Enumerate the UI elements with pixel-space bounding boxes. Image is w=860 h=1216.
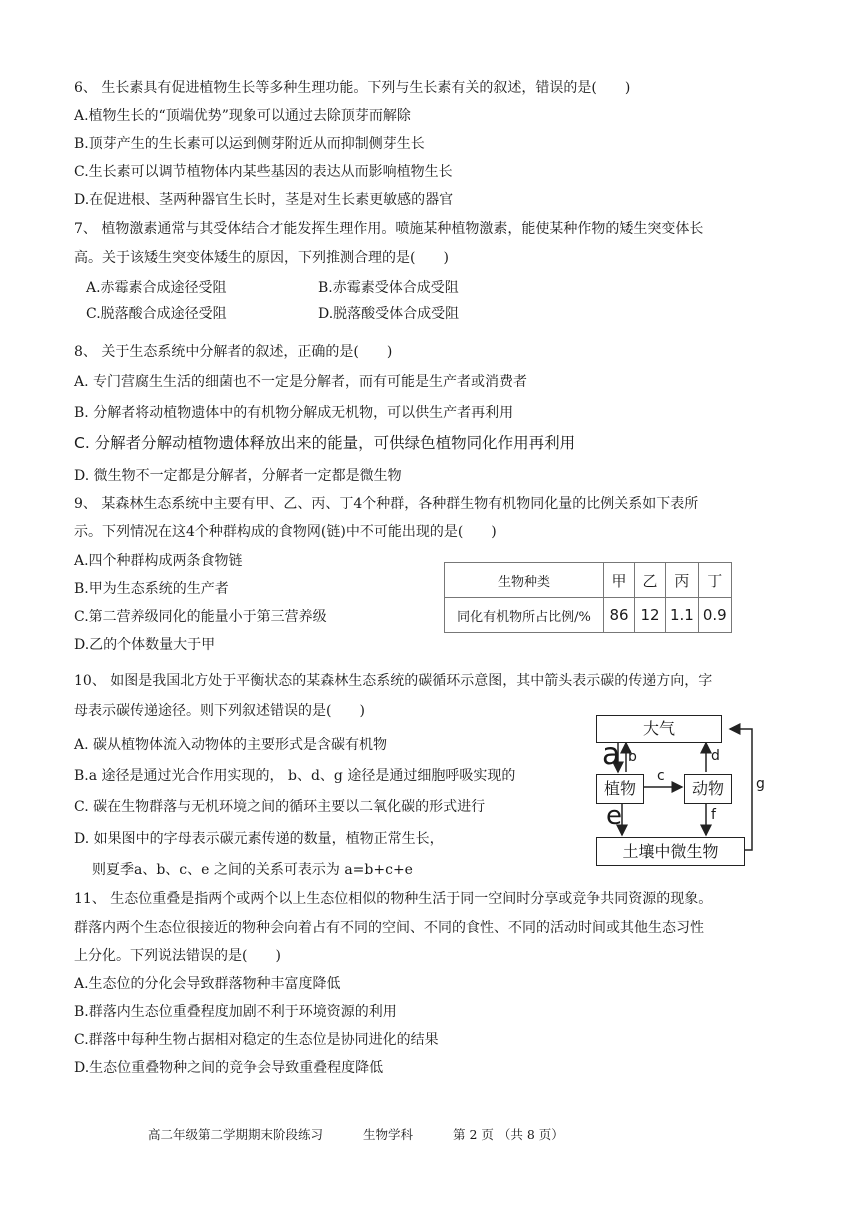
- q11-option-d: D.生态位重叠物种之间的竞争会导致重叠程度降低: [74, 1060, 384, 1076]
- table-species-yi: 乙: [635, 563, 666, 598]
- q11-stem-line2: 群落内两个生态位很接近的物种会向着占有不同的空间、不同的食性、不同的活动时间或其他生态习性: [74, 920, 704, 936]
- q8-option-a: A. 专门营腐生生活的细菌也不一定是分解者，而有可能是生产者或消费者: [74, 374, 528, 390]
- q7-option-c: C.脱落酸合成途径受阻: [86, 306, 227, 322]
- table-species-jia: 甲: [604, 563, 635, 598]
- q9-data-table: [444, 562, 732, 633]
- q7-stem-line2: 高。关于该矮生突变体矮生的原因，下列推测合理的是( ): [74, 250, 449, 266]
- table-species-ding: 丁: [698, 563, 731, 598]
- q9-option-d: D.乙的个体数量大于甲: [74, 637, 216, 653]
- q9-option-a: A.四个种群构成两条食物链: [74, 553, 243, 569]
- q6-option-b: B.顶芽产生的生长素可以运到侧芽附近从而抑制侧芽生长: [74, 136, 425, 152]
- q11-stem-line1: 11、 生态位重叠是指两个或两个以上生态位相似的物种生活于同一空间时分享或竞争共同资源的现象。: [74, 891, 713, 907]
- page-footer: [148, 1125, 564, 1143]
- q10-option-d-continued: 则夏季a、b、c、e 之间的关系可表示为 a=b+c+e: [92, 862, 413, 878]
- footer-page-number: 第 2 页 （共 8 页）: [453, 1127, 564, 1142]
- table-value-bing: 1.1: [666, 598, 699, 633]
- table-header-label: 生物种类: [445, 563, 604, 598]
- q10-stem-line1: 10、 如图是我国北方处于平衡状态的某森林生态系统的碳循环示意图，其中箭头表示碳的传递方向，字: [74, 673, 713, 689]
- q6-option-c: C.生长素可以调节植物体内某些基因的表达从而影响植物生长: [74, 164, 453, 180]
- q10-stem-line2: 母表示碳传递途径。则下列叙述错误的是( ): [74, 703, 365, 719]
- q11-stem-line3: 上分化。下列说法错误的是( ): [74, 948, 281, 964]
- footer-exam-name: 高二年级第二学期期末阶段练习: [148, 1127, 324, 1142]
- q7-option-b: B.赤霉素受体合成受阻: [318, 280, 459, 296]
- atmosphere-node: 大气: [596, 715, 722, 743]
- animal-node: 动物: [684, 774, 732, 804]
- q6-option-a: A.植物生长的“顶端优势”现象可以通过去除顶芽而解除: [74, 108, 411, 124]
- footer-subject: 生物学科: [363, 1127, 414, 1142]
- q6-option-d: D.在促进根、茎两种器官生长时，茎是对生长素更敏感的器官: [74, 192, 454, 208]
- table-value-jia: 86: [604, 598, 635, 633]
- q9-stem-line2: 示。下列情况在这4个种群构成的食物网(链)中不可能出现的是( ): [74, 524, 497, 540]
- q9-option-c: C.第二营养级同化的能量小于第三营养级: [74, 609, 327, 625]
- path-label-e: e: [606, 801, 622, 831]
- q7-stem-line1: 7、 植物激素通常与其受体结合才能发挥生理作用。喷施某种植物激素，能使某种作物的矮生突变体长: [74, 221, 704, 237]
- q8-option-d: D. 微生物不一定都是分解者，分解者一定都是微生物: [74, 468, 402, 484]
- q8-option-b: B. 分解者将动植物遗体中的有机物分解成无机物，可以供生产者再利用: [74, 405, 514, 421]
- path-label-b: b: [628, 749, 637, 765]
- plant-node: 植物: [596, 774, 644, 804]
- q7-option-d: D.脱落酸受体合成受阻: [318, 306, 460, 322]
- table-value-row: [445, 598, 732, 633]
- q11-option-c: C.群落中每种生物占据相对稳定的生态位是协同进化的结果: [74, 1032, 439, 1048]
- table-row-label: 同化有机物所占比例/%: [445, 598, 604, 633]
- table-header-row: [445, 563, 732, 598]
- q10-option-a: A. 碳从植物体流入动物体的主要形式是含碳有机物: [74, 737, 388, 753]
- q11-option-a: A.生态位的分化会导致群落物种丰富度降低: [74, 976, 341, 992]
- table-value-ding: 0.9: [698, 598, 731, 633]
- path-label-g: g: [756, 776, 765, 792]
- q8-option-c: C. 分解者分解动植物遗体释放出来的能量，可供绿色植物同化作用再利用: [74, 434, 576, 452]
- table-value-yi: 12: [635, 598, 666, 633]
- q10-option-c: C. 碳在生物群落与无机环境之间的循环主要以二氧化碳的形式进行: [74, 799, 486, 815]
- q7-option-a: A.赤霉素合成途径受阻: [86, 280, 227, 296]
- carbon-cycle-diagram: [590, 710, 780, 870]
- soil-microbe-node: 土壤中微生物: [596, 837, 745, 866]
- q10-option-d: D. 如果图中的字母表示碳元素传递的数量，植物正常生长，: [74, 831, 444, 847]
- path-label-c: c: [657, 768, 665, 784]
- q10-option-b: B.a 途径是通过光合作用实现的， b、d、g 途径是通过细胞呼吸实现的: [74, 768, 516, 784]
- path-label-f: f: [711, 807, 716, 823]
- q6-stem: 6、 生长素具有促进植物生长等多种生理功能。下列与生长素有关的叙述，错误的是( ): [74, 80, 631, 96]
- path-label-d: d: [711, 748, 720, 764]
- q8-stem: 8、 关于生态系统中分解者的叙述，正确的是( ): [74, 344, 393, 360]
- q9-option-b: B.甲为生态系统的生产者: [74, 581, 229, 597]
- q11-option-b: B.群落内生态位重叠程度加剧不利于环境资源的利用: [74, 1004, 397, 1020]
- q9-stem-line1: 9、 某森林生态系统中主要有甲、乙、丙、丁4个种群，各种群生物有机物同化量的比例关系如下表所: [74, 496, 699, 512]
- table-species-bing: 丙: [666, 563, 699, 598]
- path-label-a: a: [602, 737, 621, 772]
